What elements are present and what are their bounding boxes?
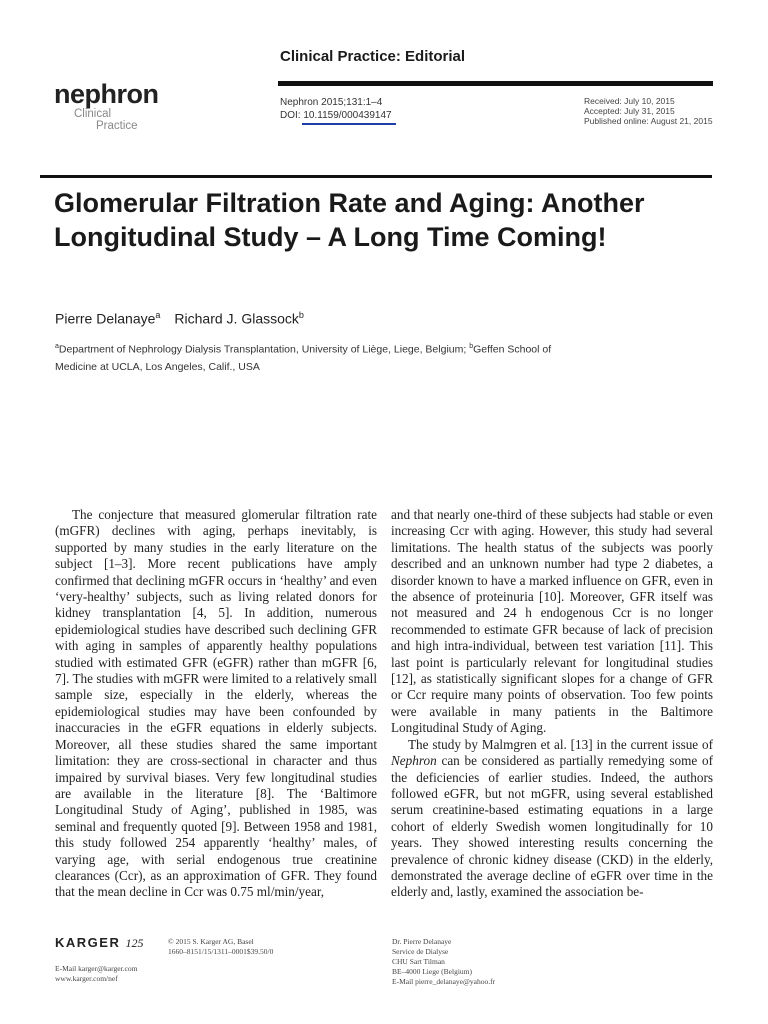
journal-info bbox=[280, 96, 392, 122]
copyright-block bbox=[168, 937, 273, 957]
header-rule bbox=[278, 81, 713, 86]
authors bbox=[55, 310, 304, 327]
journal-logo bbox=[54, 80, 159, 132]
publisher-logo bbox=[55, 935, 143, 951]
author-name: Pierre Delanaye bbox=[55, 310, 156, 327]
affiliation-mark: a bbox=[55, 343, 59, 350]
publisher-website[interactable]: www.karger.com/nef bbox=[55, 974, 118, 983]
body-text: The study by Malmgren et al. [13] in the current issue of bbox=[408, 736, 713, 752]
section-label: Clinical Practice: Editorial bbox=[280, 48, 466, 65]
doi-label: DOI: bbox=[280, 110, 304, 121]
author-name: Richard J. Glassock bbox=[174, 310, 299, 327]
correspondence-address bbox=[392, 937, 495, 987]
logo-subtitle-line2: Practice bbox=[96, 120, 138, 132]
accepted-date: Accepted: July 31, 2015 bbox=[584, 106, 675, 116]
affiliations bbox=[55, 338, 575, 376]
title-rule bbox=[40, 175, 712, 178]
citation: Nephron 2015;131:1–4 bbox=[280, 97, 383, 108]
journal-name-italic: Nephron bbox=[391, 753, 437, 769]
body-paragraph: The conjecture that measured glomerular filtration rate (mGFR) declines with aging, perhaps inevitably, is supported by many studies in the early literature on the subject [1–3]. More recent publications have amply confirmed that declining mGFR occurs in ‘healthy’ and even ‘very-healthy’ subjects, such as living related donors for kidney transplantation [4, 5]. In addition, numerous epidemiological studies have described such declining GFR with aging in samples of apparently healthy populations studied with estimated GFR (eGFR) rather than mGFR [6, 7]. The studies with mGFR were limited to a relatively small sample size, especially in the elderly, whereas the epidemiological studies may have been confounded by inaccuracies in the eGFR equations in elderly subjects. Moreover, all these studies shared the same important limitation: they are cross-sectional in character and thus impaired by survival biases. Very few longitudinal studies are available in the literature [8]. The ‘Baltimore Longitudinal Study of Aging’, published in 1985, was seminal and frequently quoted [9]. Between 1958 and 1981, this study followed 254 apparently ‘healthy’ males, of varying age, with serial endogenous true creatinine clearances (Ccr), as an approximation of GFR. They found that the mean decline in Ccr was 0.75 ml/min/year, bbox=[55, 507, 377, 900]
logo-wordmark: nephron bbox=[54, 79, 159, 109]
affiliation-mark: b bbox=[469, 343, 474, 350]
publication-dates bbox=[584, 96, 713, 126]
issn-line: 1660–8151/15/1311–0001$39.50/0 bbox=[168, 947, 274, 956]
doi-line bbox=[280, 109, 392, 122]
body-paragraph bbox=[391, 737, 713, 901]
body-column-left bbox=[55, 507, 377, 901]
received-date: Received: July 10, 2015 bbox=[584, 96, 675, 106]
copyright-line: © 2015 S. Karger AG, Basel bbox=[168, 937, 254, 946]
address-city: BE–4000 Liege (Belgium) bbox=[392, 967, 472, 976]
body-text: can be considered as partially remedying some of the deficiencies of earlier studies. Indeed, the authors followed eGFR, but not mGFR, using several established serum creatinine-based estimating equations in a large cohort of elderly Swedish women longitudinally for 10 years. They showed interesting results concerning the prevalence of chronic kidney disease (CKD) in the elderly, demonstrated the average decline of eGFR over time in the elderly and, lastly, examined the association be- bbox=[391, 753, 713, 900]
address-name: Dr. Pierre Delanaye bbox=[392, 937, 452, 946]
published-date: Published online: August 21, 2015 bbox=[584, 116, 713, 126]
address-department: Service de Dialyse bbox=[392, 947, 449, 956]
doi-link[interactable]: 10.1159/000439147 bbox=[303, 110, 392, 121]
doi-underline bbox=[302, 123, 396, 125]
body-column-right bbox=[391, 507, 713, 901]
address-institution: CHU Sart Tilman bbox=[392, 957, 445, 966]
address-email[interactable]: E-Mail pierre_delanaye@yahoo.fr bbox=[392, 977, 496, 986]
publisher-name: KARGER bbox=[55, 935, 121, 950]
logo-subtitle-line1: Clinical bbox=[74, 108, 112, 120]
affiliation-a: Department of Nephrology Dialysis Transplantation, University of Liège, Liege, Belgium; bbox=[58, 343, 470, 356]
publisher-contact bbox=[55, 964, 137, 984]
article-title: Glomerular Filtration Rate and Aging: Another Longitudinal Study – A Long Time Coming! bbox=[54, 188, 645, 252]
body-paragraph: and that nearly one-third of these subjects had stable or even increasing Ccr with aging. However, this study had several limitations. The health status of the subjects was poorly described and an unknown number had type 2 diabetes, a disorder known to have a marked influence on GFR, even in the absence of proteinuria [10]. Moreover, GFR itself was not measured and 24 h endogenous Ccr is no longer recommended to estimate GFR because of lack of precision and high intra-individual, between test variation [11]. This last point is particularly relevant for longitudinal studies [12], as statistically significant slopes for a change of GFR or Ccr require many points of observation. Too few points were available in many patients in the Baltimore Longitudinal Study of Aging. bbox=[391, 507, 713, 736]
author-affiliation-mark: b bbox=[298, 310, 304, 320]
anniversary-mark: 125 bbox=[125, 936, 144, 950]
affiliation-b: Geffen School of Medicine at UCLA, Los Angeles, Calif., USA bbox=[55, 343, 552, 373]
author-affiliation-mark: a bbox=[155, 310, 161, 320]
publisher-email[interactable]: E-Mail karger@karger.com bbox=[55, 964, 138, 973]
